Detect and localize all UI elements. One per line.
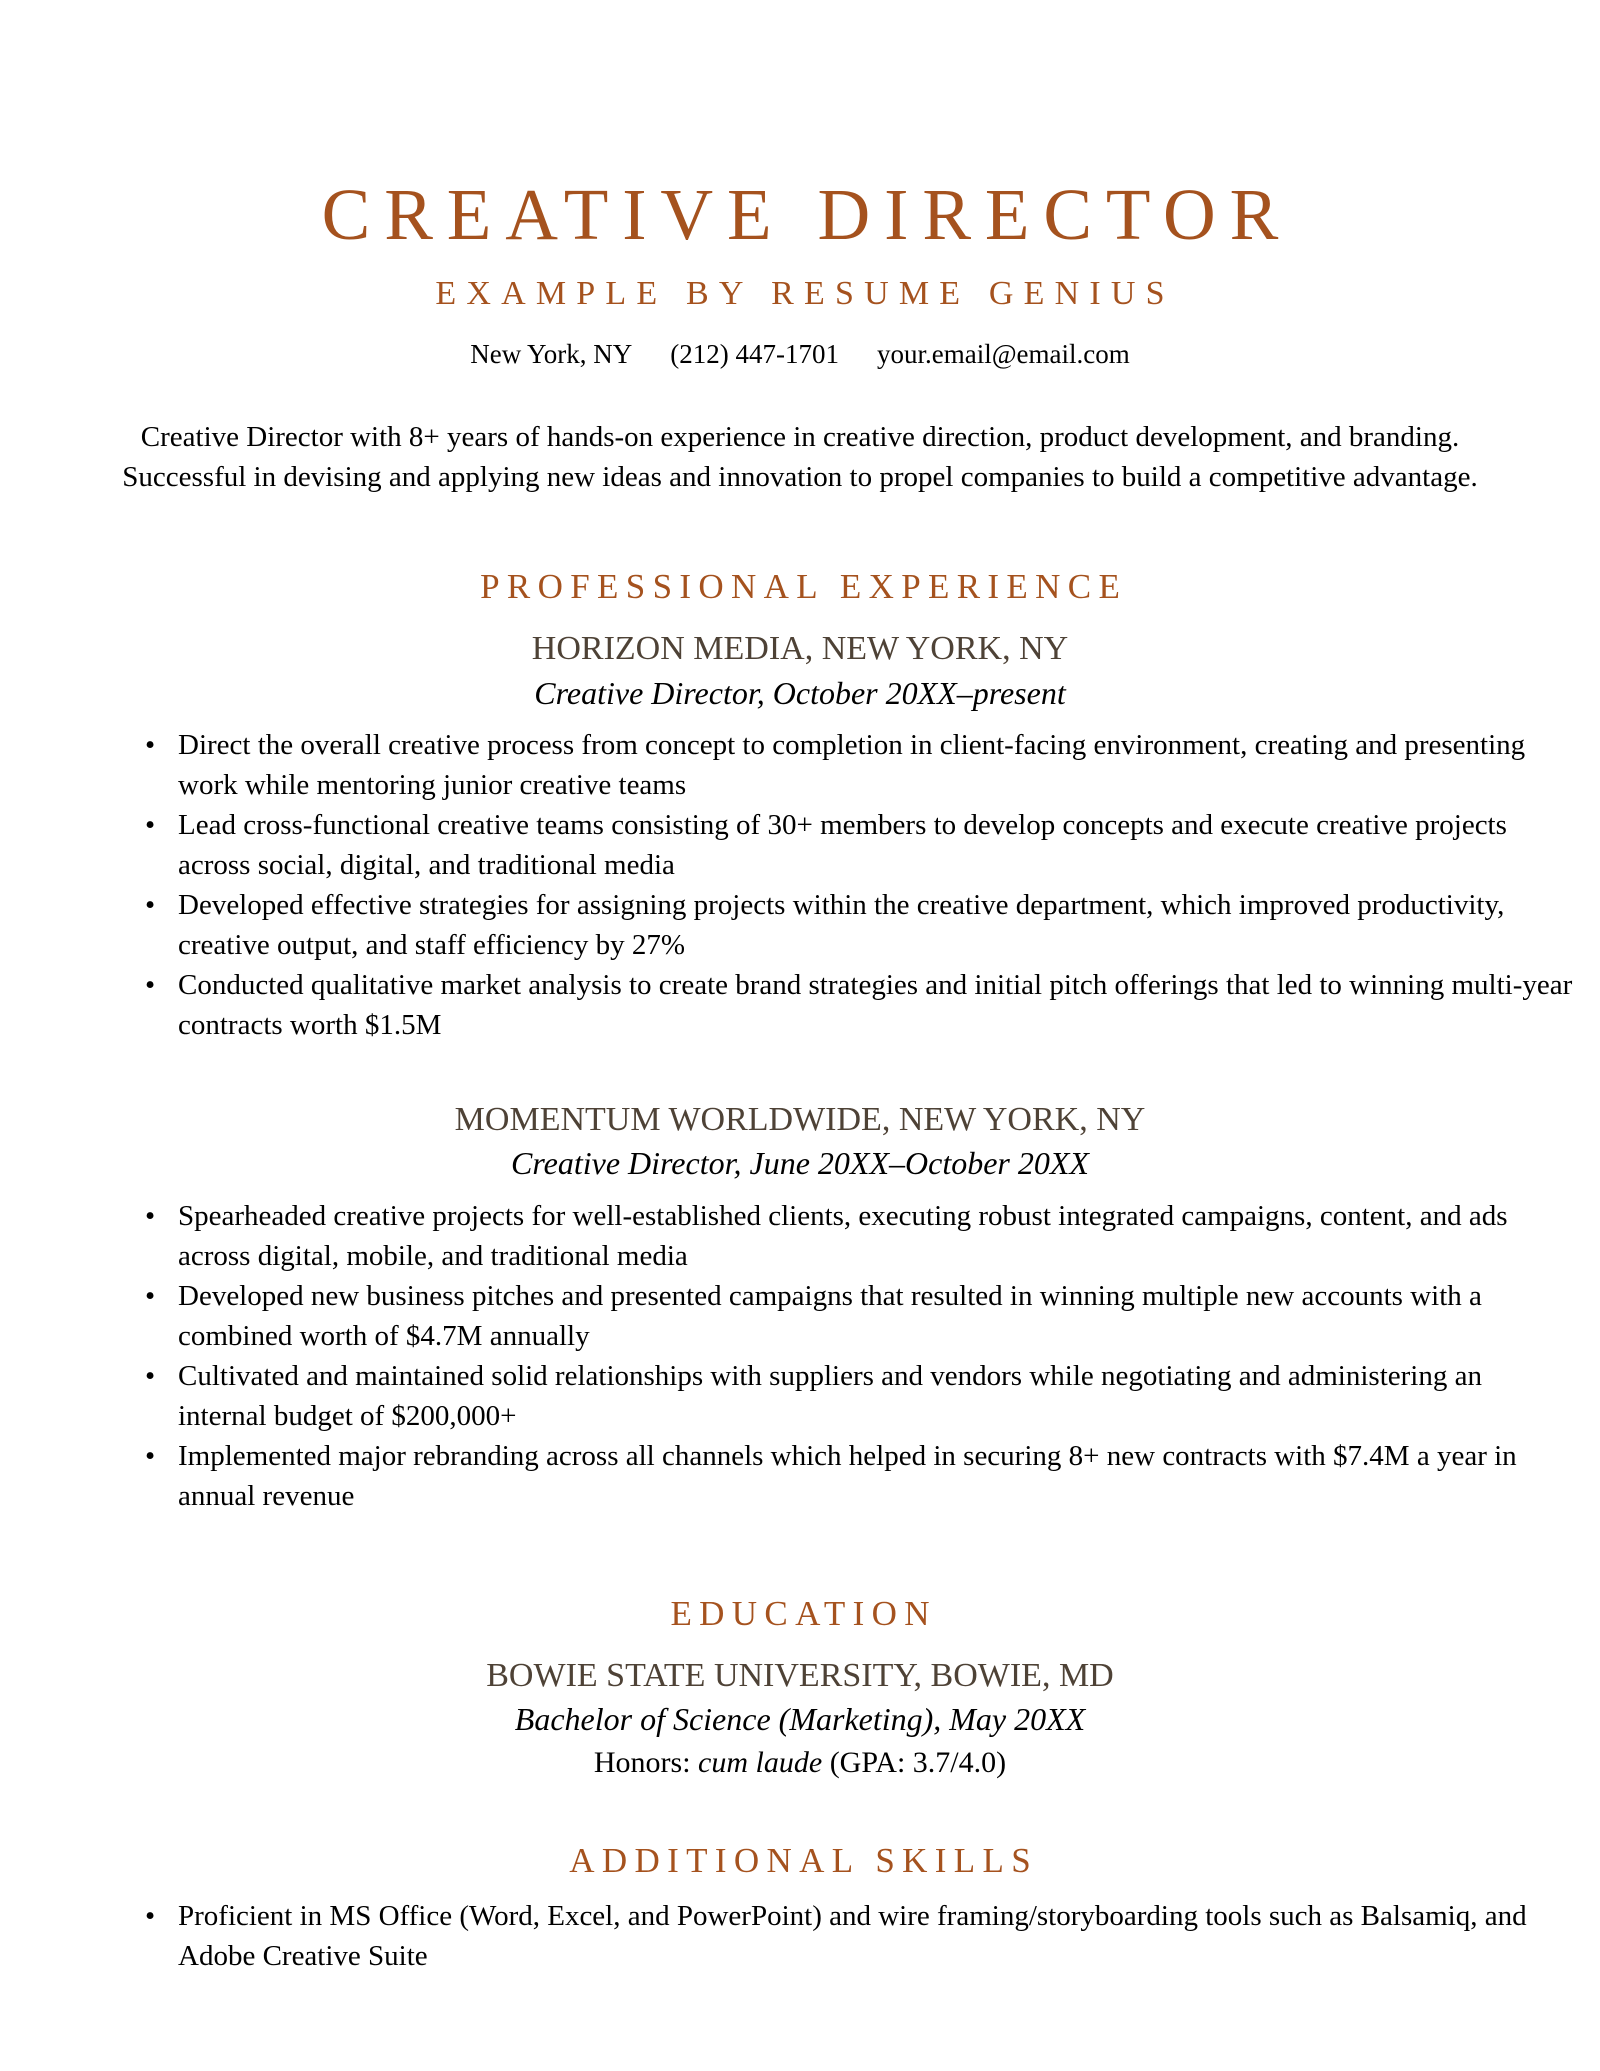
page-title: CREATIVE DIRECTOR xyxy=(321,174,1293,255)
section-professional-experience xyxy=(0,569,1600,1515)
section-additional-skills xyxy=(0,1843,1600,1976)
resume-header xyxy=(0,0,1600,370)
bullet-item: • Conducted qualitative market analysis to create brand strategies and initial pitch offerings that led to winning multi-year contracts worth $1.5M xyxy=(178,965,1576,1045)
bullet-item: • Developed new business pitches and presented campaigns that resulted in winning multiple new accounts with a combined worth of $4.7M annually xyxy=(178,1276,1576,1356)
bullet-item: • Direct the overall creative process from concept to completion in client-facing environment, creating and presenting work while mentoring junior creative teams xyxy=(178,725,1576,805)
honors-label: Honors: xyxy=(593,1746,699,1780)
bullet-item: • Proficient in MS Office (Word, Excel, and PowerPoint) and wire framing/storyboarding tools such as Balsamiq, and Adobe Creative Suite xyxy=(178,1896,1576,1976)
page-subtitle: EXAMPLE BY RESUME GENIUS xyxy=(435,275,1175,312)
contact-phone: (212) 447-1701 xyxy=(670,339,839,369)
section-education xyxy=(0,1593,1600,1780)
experience-heading: PROFESSIONAL EXPERIENCE xyxy=(480,567,1128,607)
contact-line xyxy=(0,338,1600,370)
honors-line xyxy=(0,1746,1600,1779)
bullet-item: • Spearheaded creative projects for well-established clients, executing robust integrated campaigns, content, and ads across digital, mobile, and traditional media xyxy=(178,1196,1576,1276)
skills-bullet-list xyxy=(0,1896,1600,1976)
job-entry-horizon-media xyxy=(0,630,1600,1045)
bullet-item: • Developed effective strategies for assigning projects within the creative department, which improved productivity, creative output, and staff efficiency by 27% xyxy=(178,885,1576,965)
school-name: BOWIE STATE UNIVERSITY, BOWIE, MD xyxy=(486,1656,1114,1694)
bullet-item: • Lead cross-functional creative teams consisting of 30+ members to develop concepts and execute creative projects across social, digital, and traditional media xyxy=(178,805,1576,885)
company-name: MOMENTUM WORLDWIDE, NEW YORK, NY xyxy=(454,1100,1146,1138)
contact-location: New York, NY xyxy=(470,339,633,369)
honors-latin: cum laude xyxy=(698,1746,823,1780)
contact-email: your.email@email.com xyxy=(876,339,1130,369)
honors-gpa: (GPA: 3.7/4.0) xyxy=(822,1746,1007,1780)
job-bullet-list xyxy=(0,1196,1600,1516)
skills-heading: ADDITIONAL SKILLS xyxy=(569,1841,1039,1881)
summary-paragraph: Creative Director with 8+ years of hands-on experience in creative direction, product development, and branding. Successful in devising and applying new ideas and innovation to propel companies to build a competitive advantage. xyxy=(122,421,1478,494)
job-entry-momentum-worldwide xyxy=(0,1101,1600,1516)
degree-line: Bachelor of Science (Marketing), May 20XX xyxy=(514,1700,1086,1737)
education-heading: EDUCATION xyxy=(670,1593,937,1633)
bullet-item: • Implemented major rebranding across all channels which helped in securing 8+ new contracts with $7.4M a year in annual revenue xyxy=(178,1436,1576,1516)
bullet-item: • Cultivated and maintained solid relationships with suppliers and vendors while negotiating and administering an internal budget of $200,000+ xyxy=(178,1356,1576,1436)
company-name: HORIZON MEDIA, NEW YORK, NY xyxy=(531,630,1069,668)
job-title-dates: Creative Director, October 20XX–present xyxy=(534,674,1066,711)
job-title-dates: Creative Director, June 20XX–October 20XX xyxy=(511,1145,1089,1182)
job-bullet-list xyxy=(0,725,1600,1045)
